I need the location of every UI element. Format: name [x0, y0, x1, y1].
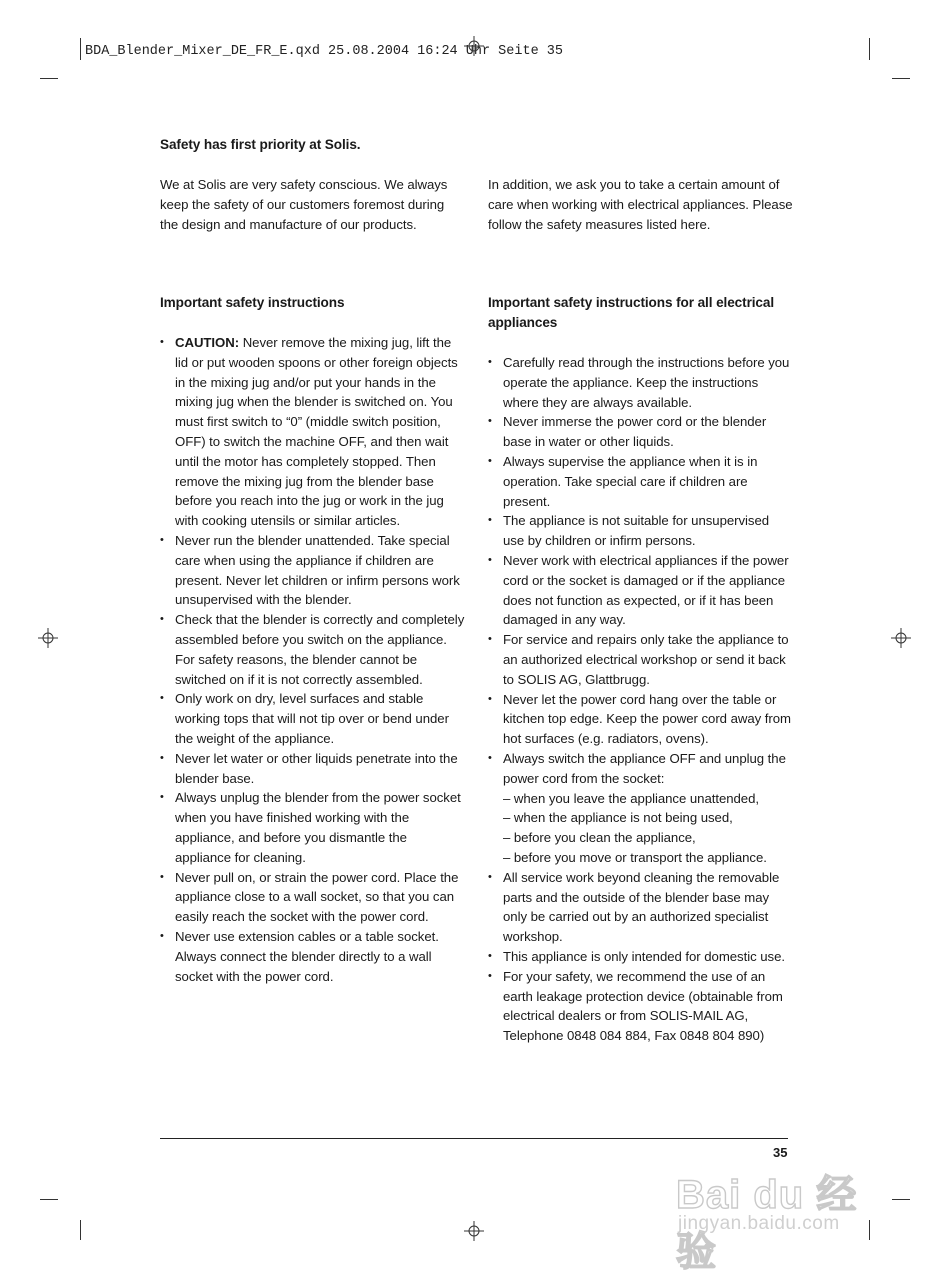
baidu-watermark	[676, 1163, 896, 1274]
watermark-url: jingyan.baidu.com	[678, 1213, 840, 1234]
list-item: • Never pull on, or strain the power cord. Place the appliance close to a wall socket, so that you can easily reach the socket with the power cord.	[160, 868, 465, 927]
list-item: • All service work beyond cleaning the removable parts and the outside of the blender base may only be carried out by an authorized specialist workshop.	[488, 868, 793, 947]
list-item: • For service and repairs only take the appliance to an authorized electrical workshop or send it back to SOLIS AG, Glattbrugg.	[488, 630, 793, 689]
unplug-subitem: – before you move or transport the appliance.	[503, 849, 767, 865]
list-item: • Never run the blender unattended. Take special care when using the appliance if children are present. Never let children or infirm persons work unsupervised with the blender.	[160, 531, 465, 610]
slug-line: BDA_Blender_Mixer_DE_FR_E.qxd 25.08.2004 16:24 Uhr Seite 35	[85, 44, 563, 59]
registration-mark-bottom-icon	[464, 1221, 484, 1241]
page-number: 35	[773, 1145, 788, 1160]
unplug-subitem: – when you leave the appliance unattended,	[503, 790, 759, 806]
unplug-subitem: – when the appliance is not being used,	[503, 810, 733, 826]
left-section-title: Important safety instructions	[160, 295, 345, 310]
list-item: • Never immerse the power cord or the blender base in water or other liquids.	[488, 412, 793, 452]
crop-mark-top-right-horizontal	[892, 78, 910, 79]
list-item: • This appliance is only intended for domestic use.	[488, 947, 793, 967]
list-item: • For your safety, we recommend the use of an earth leakage protection device (obtainable from electrical dealers or from SOLIS-MAIL AG, Telephone 0848 084 884, Fax 0848 804 890)	[488, 967, 793, 1046]
list-item: • Never work with electrical appliances if the power cord or the socket is damaged or if the appliance does not function as expected, or if it has been damaged in any way.	[488, 551, 793, 630]
list-item	[488, 749, 793, 868]
caution-label: CAUTION:	[175, 335, 240, 350]
unplug-subitem: – before you clean the appliance,	[503, 830, 696, 846]
registration-mark-left-icon	[38, 628, 58, 648]
registration-mark-top-icon	[464, 36, 484, 56]
crop-mark-bottom-left-horizontal	[40, 1199, 58, 1200]
intro-right-paragraph: In addition, we ask you to take a certain amount of care when working with electrical appliances. Please follow the safety measures listed here.	[488, 177, 793, 232]
list-item: • Only work on dry, level surfaces and stable working tops that will not tip over or bend under the weight of the appliance.	[160, 689, 465, 748]
list-item: • Always supervise the appliance when it is in operation. Take special care if children are present.	[488, 452, 793, 511]
list-item: • Check that the blender is correctly and completely assembled before you switch on the appliance. For safety reasons, the blender cannot be switched on if it is not correctly assembled.	[160, 610, 465, 689]
crop-mark-top-right-vertical	[869, 38, 870, 60]
left-safety-list	[160, 333, 465, 986]
list-item: • Never let water or other liquids penetrate into the blender base.	[160, 749, 465, 789]
list-item-text: Always switch the appliance OFF and unplug the power cord from the socket:	[503, 750, 786, 786]
right-safety-list	[488, 353, 793, 1046]
list-item-text: Never remove the mixing jug, lift the lid or put wooden spoons or other foreign objects in the mixing jug and/or put your hands in the mixing jug when the blender is switched on. You must first switch to “0” (middle switch position, OFF) to switch the machine OFF, and then wait until the motor has completely stopped. Then remove the mixing jug from the blender base before you reach into the jug or work in the jug with cooking utensils or similar articles.	[175, 335, 458, 529]
list-item: • Never use extension cables or a table socket. Always connect the blender directly to a wall socket with the power cord.	[160, 927, 465, 986]
right-section-title: Important safety instructions for all electrical appliances	[488, 295, 775, 330]
footer-rule	[160, 1138, 788, 1139]
crop-mark-top-left-horizontal	[40, 78, 58, 79]
list-item: • The appliance is not suitable for unsupervised use by children or infirm persons.	[488, 511, 793, 551]
crop-mark-top-left-vertical	[80, 38, 81, 60]
watermark-brand: Bai du 经验	[676, 1173, 858, 1274]
crop-mark-bottom-left-vertical	[80, 1220, 81, 1240]
intro-title: Safety has first priority at Solis.	[160, 137, 361, 152]
list-item	[160, 333, 465, 531]
registration-mark-right-icon	[891, 628, 911, 648]
list-item: • Never let the power cord hang over the table or kitchen top edge. Keep the power cord away from hot surfaces (e.g. radiators, ovens).	[488, 690, 793, 749]
intro-left-paragraph: We at Solis are very safety conscious. We always keep the safety of our customers foremost during the design and manufacture of our products.	[160, 177, 448, 232]
list-item: • Carefully read through the instructions before you operate the appliance. Keep the instructions where they are always available.	[488, 353, 793, 412]
list-item: • Always unplug the blender from the power socket when you have finished working with the appliance, and before you dismantle the appliance for cleaning.	[160, 788, 465, 867]
